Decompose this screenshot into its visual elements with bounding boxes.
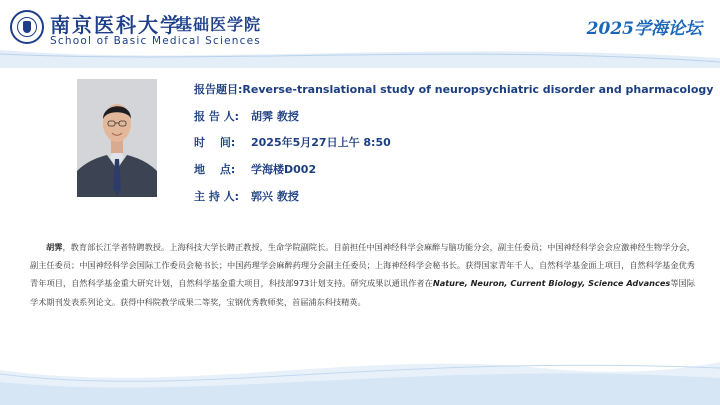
university-logo-text: 南京医科大学 [50,13,182,37]
header-wave-decoration [0,44,720,68]
time-row [194,129,694,156]
portrait-photo-icon [77,79,157,197]
location-value: 学海楼D002 [251,163,317,177]
bio-journals: Nature, Neuron, Current Biology, Science Advances [432,278,671,289]
speaker-photo [77,79,157,197]
talk-title-value: Reverse-translational study of neuropsychiatric disorder and pharmacology [242,82,714,96]
host-label: 主 持 人: [194,189,240,203]
time-value: 2025年5月27日上午 8:50 [251,136,391,150]
talk-title-label: 报告题目: [194,83,243,97]
footer-wave-decoration [0,340,720,405]
university-seal-icon [10,10,44,44]
bio-text-part2: 等国际学术期刊发表系列论文。获得中科院教学成果二等奖，宝钢优秀教师奖，首届浦东科技精英。 [30,278,695,307]
bio-name: 胡霁 [46,242,63,252]
speaker-bio [30,238,695,311]
department-name: 基础医学院 [176,15,262,34]
talk-title-row [194,76,714,103]
forum-title: 2025学海论坛 [586,19,702,39]
speaker-label: 报 告 人: [194,109,240,123]
talk-info [194,76,714,209]
department-english-name: School of Basic Medical Sciences [50,35,261,47]
time-label: 时 间: [194,136,236,150]
speaker-value: 胡霁 教授 [251,109,299,123]
speaker-row [194,103,694,130]
location-label: 地 点: [194,163,236,177]
host-row [194,182,694,209]
host-value: 郭兴 教授 [251,189,299,203]
location-row [194,156,694,183]
bio-text-part1: ，教育部长江学者特聘教授。上海科技大学长聘正教授，生命学院副院长。目前担任中国神经科学会麻醉与脑功能分会，副主任委员；中国神经科学会会应激神经生物学分会，副主任委员；中国神经科学会国际工作委员会秘书长；中国药理学会麻醉药理分会副主任委员；上海神经科学会秘书长。获得国家青年千人，自然科学基金面上项目，自然科学基金优秀青年项目，自然科学基金重大研究计划，自然科学基金重大项目，科技部973计划支持。研究成果以通讯作者在 [30,242,695,289]
